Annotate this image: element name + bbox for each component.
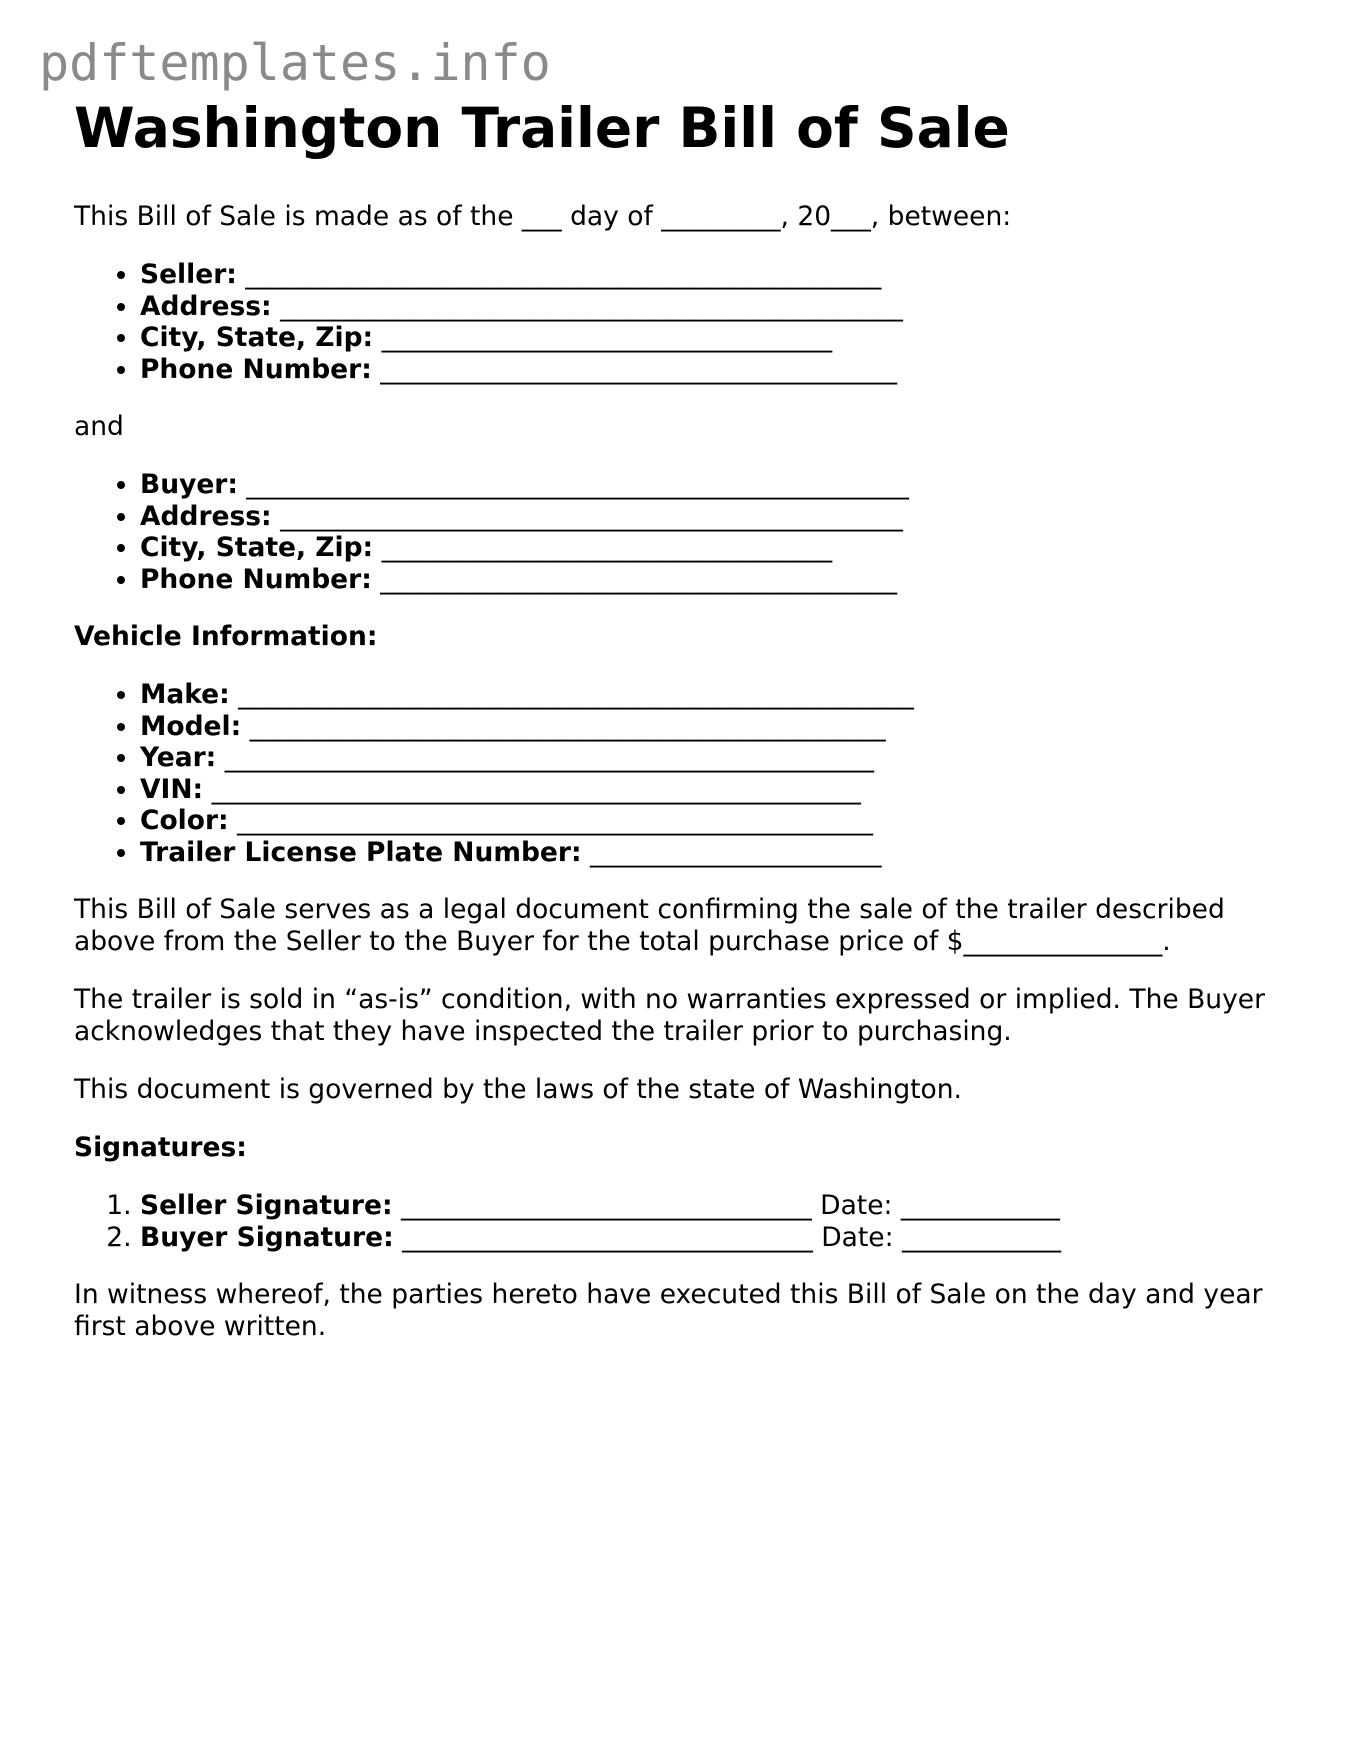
document-page <box>74 92 1294 1343</box>
seller-phone-field[interactable] <box>140 354 1294 386</box>
buyer-address-field[interactable] <box>140 501 1294 533</box>
buyer-name-field[interactable] <box>140 469 1294 501</box>
field-blank[interactable]: ________________________________________________ <box>236 259 882 290</box>
field-label: Address: <box>140 290 272 322</box>
field-label: Buyer Signature: <box>140 1221 394 1253</box>
watermark: pdftemplates.info <box>39 34 551 92</box>
vehicle-information-heading: Vehicle Information: <box>74 621 378 652</box>
vehicle-vin-field[interactable] <box>140 774 1294 806</box>
field-blank[interactable]: __________________________________ <box>373 322 833 353</box>
seller-city-state-zip-field[interactable] <box>140 322 1294 354</box>
document-title: Washington Trailer Bill of Sale <box>74 96 1010 160</box>
field-label: City, State, Zip: <box>140 532 374 563</box>
buyer-fields-list <box>74 469 1294 595</box>
field-label: Buyer: <box>140 469 238 500</box>
field-blank[interactable]: _______________________________ Date: ____________ <box>392 1190 1060 1221</box>
governing-law-paragraph: This document is governed by the laws of the state of Washington. <box>74 1074 962 1105</box>
field-blank[interactable]: __________________________________ <box>373 532 833 563</box>
field-label: Make: <box>140 679 230 710</box>
field-label: VIN: <box>140 773 204 805</box>
seller-signature-field[interactable] <box>140 1190 1294 1222</box>
field-blank[interactable]: ________________________________________________ <box>241 710 886 742</box>
field-label: Phone Number: <box>140 353 372 385</box>
field-blank[interactable]: ___________________________________________________ <box>229 679 914 710</box>
field-blank[interactable]: _______________________________________________ <box>271 290 903 322</box>
field-blank[interactable]: _______________________________ Date: ____________ <box>393 1221 1061 1253</box>
field-label: Model: <box>140 710 242 742</box>
field-blank[interactable]: _______________________________________________ <box>271 500 903 532</box>
buyer-signature-field[interactable] <box>140 1222 1294 1254</box>
and-text: and <box>74 411 124 442</box>
seller-name-field[interactable] <box>140 259 1294 291</box>
field-blank[interactable]: ______________________ <box>581 836 882 868</box>
witness-paragraph: In witness whereof, the parties hereto have executed this Bill of Sale on the day and year first above written. <box>74 1279 1263 1342</box>
field-blank[interactable]: _______________________________________ <box>371 353 898 385</box>
signatures-list <box>74 1190 1294 1253</box>
buyer-city-state-zip-field[interactable] <box>140 532 1294 564</box>
field-label: Year: <box>140 742 217 773</box>
field-blank[interactable]: ________________________________________________ <box>228 805 874 836</box>
field-blank[interactable]: __________________________________________________ <box>237 469 909 500</box>
condition-paragraph: The trailer is sold in “as-is” condition, with no warranties expressed or implied. The Buyer acknowledges that they have inspected the trailer prior to purchasing. <box>74 984 1265 1047</box>
field-blank[interactable]: _______________________________________ <box>371 563 898 595</box>
field-label: Phone Number: <box>140 563 372 595</box>
seller-fields-list <box>74 259 1294 385</box>
trailer-license-plate-field[interactable] <box>140 837 1294 869</box>
sale-paragraph: This Bill of Sale serves as a legal document confirming the sale of the trailer described above from the Seller to the Buyer for the total purchase price of $_______________. <box>74 894 1225 957</box>
field-blank[interactable]: _________________________________________________ <box>216 742 874 773</box>
vehicle-fields-list <box>74 679 1294 868</box>
field-label: Seller: <box>140 259 237 290</box>
field-label: Address: <box>140 500 272 532</box>
buyer-phone-field[interactable] <box>140 564 1294 596</box>
vehicle-model-field[interactable] <box>140 711 1294 743</box>
vehicle-make-field[interactable] <box>140 679 1294 711</box>
signatures-heading: Signatures: <box>74 1132 247 1163</box>
vehicle-year-field[interactable] <box>140 742 1294 774</box>
field-label: City, State, Zip: <box>140 322 374 353</box>
intro-paragraph: This Bill of Sale is made as of the ___ day of _________, 20___, between: <box>74 201 1012 232</box>
seller-address-field[interactable] <box>140 291 1294 323</box>
vehicle-color-field[interactable] <box>140 805 1294 837</box>
field-label: Trailer License Plate Number: <box>140 836 582 868</box>
field-label: Color: <box>140 805 229 836</box>
field-label: Seller Signature: <box>140 1190 393 1221</box>
field-blank[interactable]: _________________________________________________ <box>203 773 861 805</box>
